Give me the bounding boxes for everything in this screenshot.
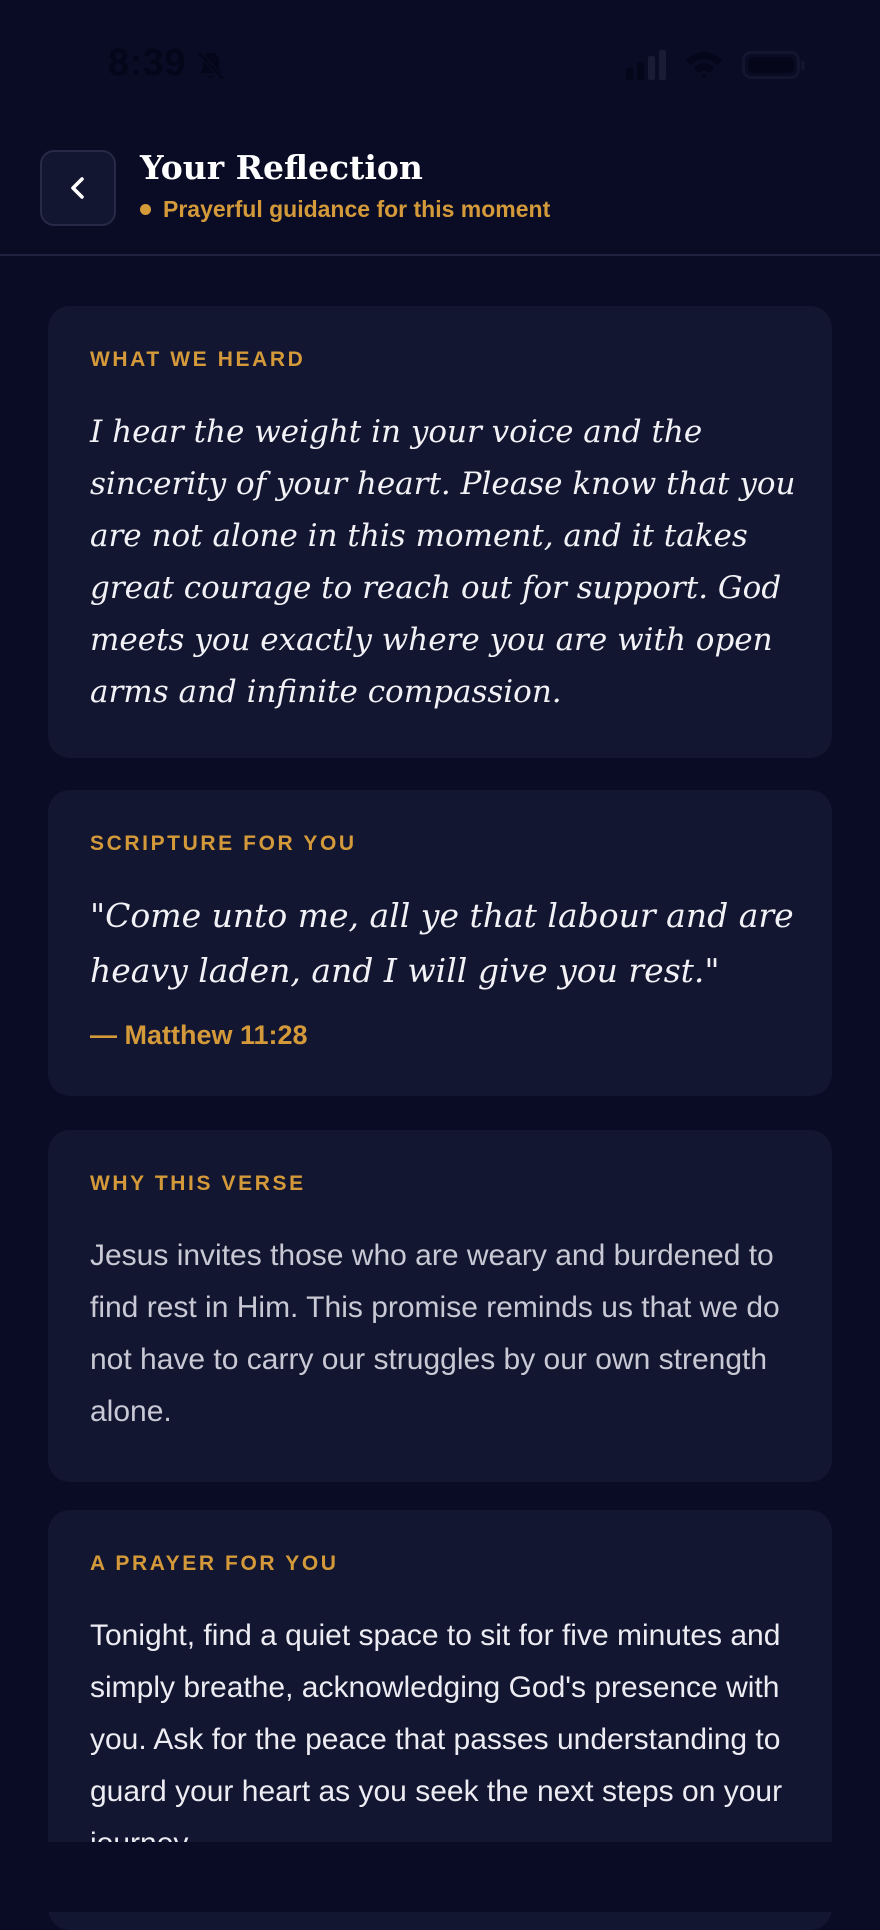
status-dot-icon [140,204,151,215]
why-this-verse-card [48,1130,832,1482]
status-bar [0,0,880,130]
scripture-label: SCRIPTURE FOR YOU [90,832,357,855]
cellular-signal-icon [626,50,666,80]
why-this-verse-text: Jesus invites those who are weary and burdened to find rest in Him. This promise reminds us that we do not have to carry our struggles by our own strength alone. [90,1239,780,1428]
why-this-verse-label: WHY THIS VERSE [90,1172,306,1195]
header [0,130,880,256]
status-indicators [626,48,800,82]
scripture-card [48,790,832,1096]
wifi-icon [684,50,724,80]
prayer-text: Tonight, find a quiet space to sit for five minutes and simply breathe, acknowledging God's presence with you. Ask for the peace that passes understanding to guard your heart as you seek the next steps on your [90,1619,783,1808]
what-we-heard-label: WHAT WE HEARD [90,348,306,371]
reflection-content[interactable] [48,306,832,1842]
what-we-heard-card [48,306,832,758]
bottom-safe-area [0,1842,880,1912]
what-we-heard-text: I hear the weight in your voice and the sincerity of your heart. Please know that you are not alone in this moment, and it takes great courage to reach out for support. God meets you exactly where you are with open arms and infinite compassion. [90,414,796,710]
prayer-label: A PRAYER FOR YOU [90,1552,339,1575]
back-button[interactable] [40,150,116,226]
status-time: 8:39 [108,42,187,84]
chevron-left-icon [67,174,89,202]
bell-off-icon [196,50,226,82]
scripture-verse: "Come unto me, all ye that labour and are heavy laden, and I will give you rest." [90,896,794,990]
battery-icon [742,51,800,79]
scripture-reference: — Matthew 11:28 [90,1020,308,1050]
page-subtitle [140,196,550,223]
page-title: Your Reflection [140,148,423,187]
page-subtitle-text: Prayerful guidance for this moment [163,196,551,222]
